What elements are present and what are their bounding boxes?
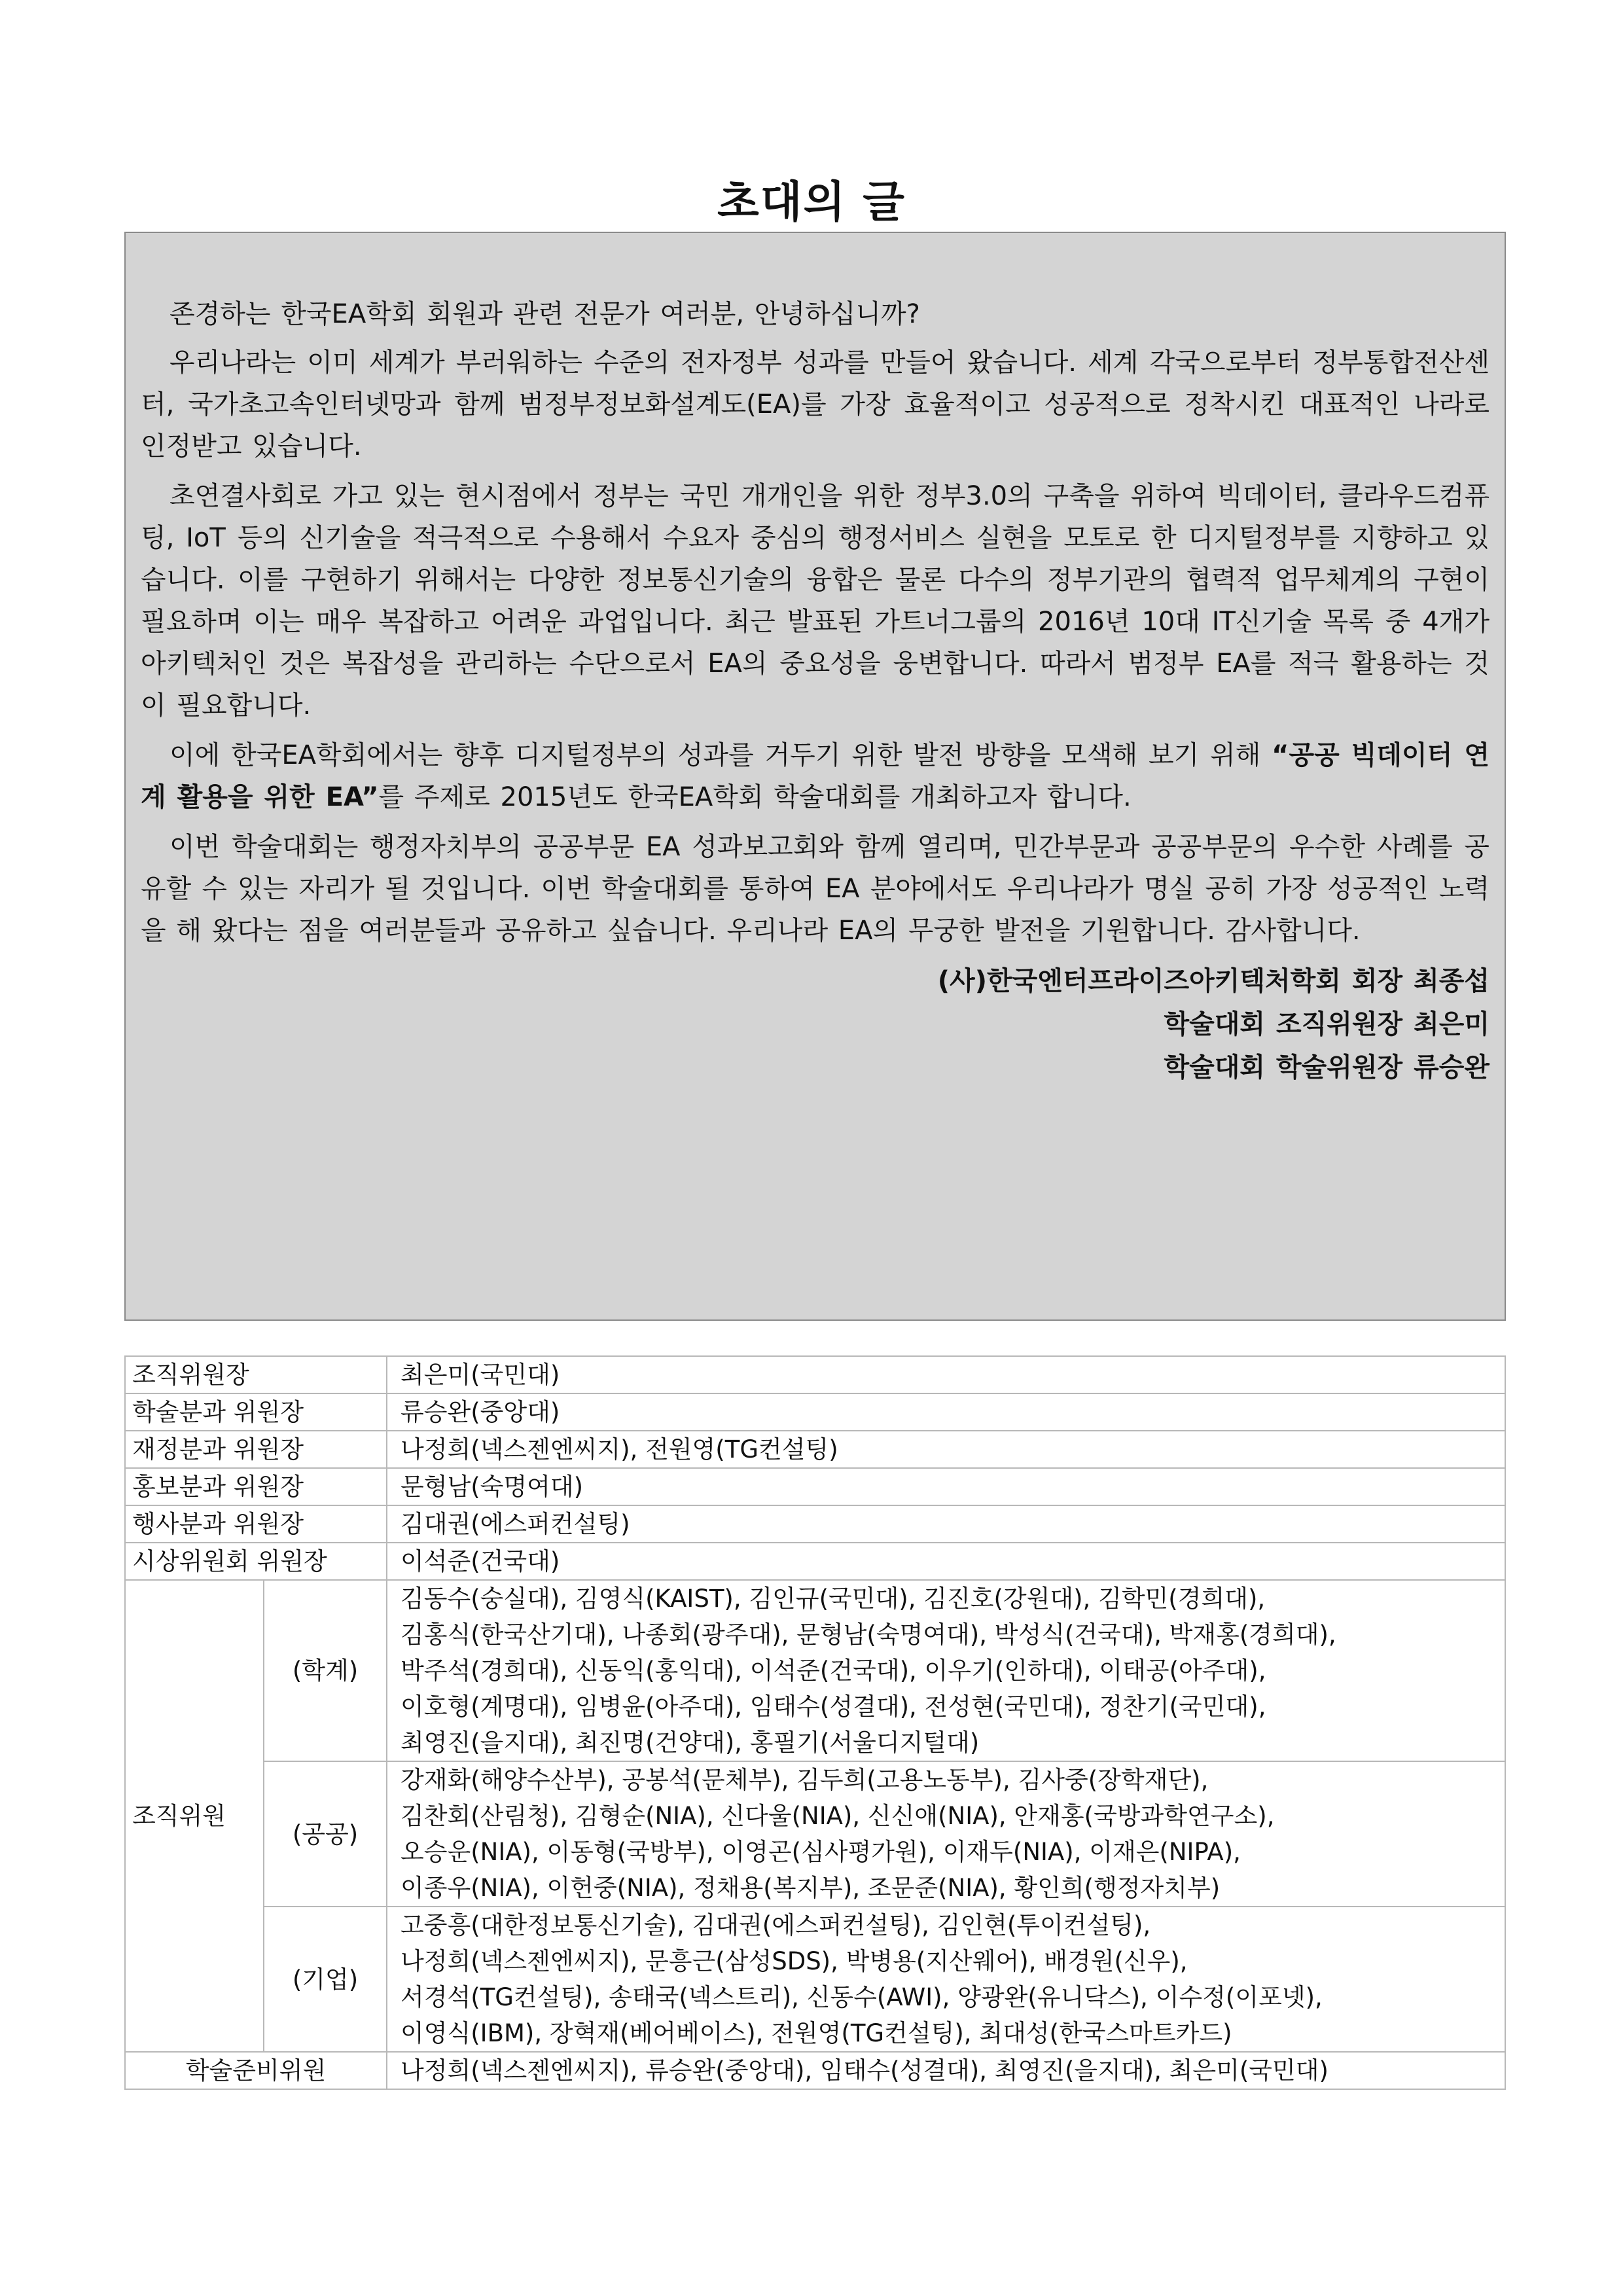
committee-members: 김대권(에스퍼컨설팅) (387, 1505, 1505, 1543)
table-row (125, 1393, 1505, 1431)
table-row (125, 1356, 1505, 1393)
letter-paragraph: 우리나라는 이미 세계가 부러워하는 수준의 전자정부 성과를 만들어 왔습니다. 세계 각국으로부터 정부통합전산센터, 국가초고속인터넷망과 함께 범정부정보화설계도(EA)를 가장 효율적이고 성공적으로 정착시킨 대표적인 나라로 인정받고 있습니다. (141, 348, 1489, 461)
member-line: 김찬회(산림청), 김형순(NIA), 신다울(NIA), 신신애(NIA), 안재홍(국방과학연구소), (401, 1802, 1275, 1830)
member-line: 서경석(TG컨설팅), 송태국(넥스트리), 신동수(AWI), 양광완(유니닥스), 이수정(이포넷), (401, 1983, 1323, 2011)
member-group-names (387, 1761, 1505, 1907)
member-line: 이종우(NIA), 이헌중(NIA), 정채용(복지부), 조문준(NIA), 황인희(행정자치부) (401, 1874, 1221, 1902)
committee-members: 나정희(넥스젠엔씨지), 류승완(중앙대), 임태수(성결대), 최영진(을지대), 최은미(국민대) (387, 2052, 1505, 2089)
committee-role: 학술분과 위원장 (125, 1393, 387, 1431)
member-line: 박주석(경희대), 신동익(홍익대), 이석준(건국대), 이우기(인하대), 이태공(아주대), (401, 1657, 1266, 1685)
signature-block (141, 960, 1489, 1089)
table-row (125, 1543, 1505, 1580)
signature-president: (사)한국엔터프라이즈아키텍처학회 회장 최종섭 (937, 966, 1489, 996)
member-group-label: (기업) (264, 1907, 387, 2052)
table-row (125, 1580, 1505, 1761)
committee-role: 조직위원장 (125, 1356, 387, 1393)
signature-program-chair: 학술대회 학술위원장 류승완 (1164, 1052, 1489, 1083)
committee-role: 학술준비위원 (125, 2052, 387, 2089)
page-title: 초대의 글 (717, 177, 906, 228)
member-line: 나정희(넥스젠엔씨지), 문흥근(삼성SDS), 박병용(지산웨어), 배경원(신우), (401, 1947, 1188, 1975)
table-row (125, 2052, 1505, 2089)
letter-greeting: 존경하는 한국EA학회 회원과 관련 전문가 여러분, 안녕하십니까? (169, 299, 920, 329)
table-row (125, 1761, 1505, 1907)
invitation-letter-box (124, 232, 1506, 1321)
member-line: 오승운(NIA), 이동형(국방부), 이영곤(심사평가원), 이재두(NIA), 이재은(NIPA), (401, 1838, 1241, 1866)
letter-paragraph: 초연결사회로 가고 있는 현시점에서 정부는 국민 개개인을 위한 정부3.0의 구축을 위하여 빅데이터, 클라우드컴퓨팅, IoT 등의 신기술을 적극적으로 수용해서 수요자 중심의 행정서비스 실현을 모토로 한 디지털정부를 지향하고 있습니다. 이를 구현하기 위해서는 다양한 정보통신기술의 융합은 물론 다수의 정부기관의 협력적 업무체계의 구현이 필요하며 이는 매우 복잡하고 어려운 과업입니다. 최근 발표된 가트너그룹의 2016년 10대 IT신기술 목록 중 4개가 아키텍처인 것은 복잡성을 관리하는 수단으로서 EA의 중요성을 웅변합니다. 따라서 범정부 EA를 적극 활용하는 것이 필요합니다. (141, 481, 1489, 721)
table-row (125, 1431, 1505, 1468)
letter-paragraph-text: 를 주제로 2015년도 한국EA학회 학술대회를 개최하고자 합니다. (378, 782, 1132, 812)
member-line: 강재화(해양수산부), 공봉석(문체부), 김두희(고용노동부), 김사중(장학재단), (401, 1766, 1209, 1794)
member-group-label: (공공) (264, 1761, 387, 1907)
committee-members-label: 조직위원 (125, 1580, 264, 2052)
committee-role: 시상위원회 위원장 (125, 1543, 387, 1580)
table-row (125, 1468, 1505, 1505)
committee-members: 이석준(건국대) (387, 1543, 1505, 1580)
member-group-label: (학계) (264, 1580, 387, 1761)
member-line: 김홍식(한국산기대), 나종회(광주대), 문형남(숙명여대), 박성식(건국대), 박재홍(경희대), (401, 1621, 1336, 1649)
member-line: 최영진(을지대), 최진명(건양대), 홍필기(서울디지털대) (401, 1729, 980, 1757)
committee-members: 최은미(국민대) (387, 1356, 1505, 1393)
committee-role: 홍보분과 위원장 (125, 1468, 387, 1505)
letter-paragraph-text: 이에 한국EA학회에서는 향후 디지털정부의 성과를 거두기 위한 발전 방향을 모색해 보기 위해 (169, 740, 1272, 770)
committee-role: 행사분과 위원장 (125, 1505, 387, 1543)
committee-members: 류승완(중앙대) (387, 1393, 1505, 1431)
member-line: 김동수(숭실대), 김영식(KAIST), 김인규(국민대), 김진호(강원대), 김학민(경희대), (401, 1585, 1266, 1613)
committee-members: 나정희(넥스젠엔씨지), 전원영(TG컨설팅) (387, 1431, 1505, 1468)
letter-paragraph: 이번 학술대회는 행정자치부의 공공부문 EA 성과보고회와 함께 열리며, 민간부문과 공공부문의 우수한 사례를 공유할 수 있는 자리가 될 것입니다. 이번 학술대회를 통하여 EA 분야에서도 우리나라가 명실 공히 가장 성공적인 노력을 해 왔다는 점을 여러분들과 공유하고 싶습니다. 우리나라 EA의 무궁한 발전을 기원합니다. 감사합니다. (141, 832, 1489, 946)
member-line: 이영식(IBM), 장혁재(베어베이스), 전원영(TG컨설팅), 최대성(한국스마트카드) (401, 2019, 1232, 2047)
committee-role: 재정분과 위원장 (125, 1431, 387, 1468)
conference-theme: “공공 빅데이터 연계 활용을 위한 EA” (141, 740, 1489, 812)
table-row (125, 1505, 1505, 1543)
member-line: 이호형(계명대), 임병윤(아주대), 임태수(성결대), 전성현(국민대), 정찬기(국민대), (401, 1693, 1266, 1721)
signature-organizing-chair: 학술대회 조직위원장 최은미 (1164, 1009, 1489, 1039)
member-group-names (387, 1580, 1505, 1761)
committee-members: 문형남(숙명여대) (387, 1468, 1505, 1505)
letter-paragraph (141, 734, 1489, 818)
member-line: 고중흥(대한정보통신기술), 김대권(에스퍼컨설팅), 김인현(투이컨설팅), (401, 1911, 1151, 1939)
table-row (125, 1907, 1505, 2052)
member-group-names (387, 1907, 1505, 2052)
committee-table (124, 1355, 1506, 2090)
